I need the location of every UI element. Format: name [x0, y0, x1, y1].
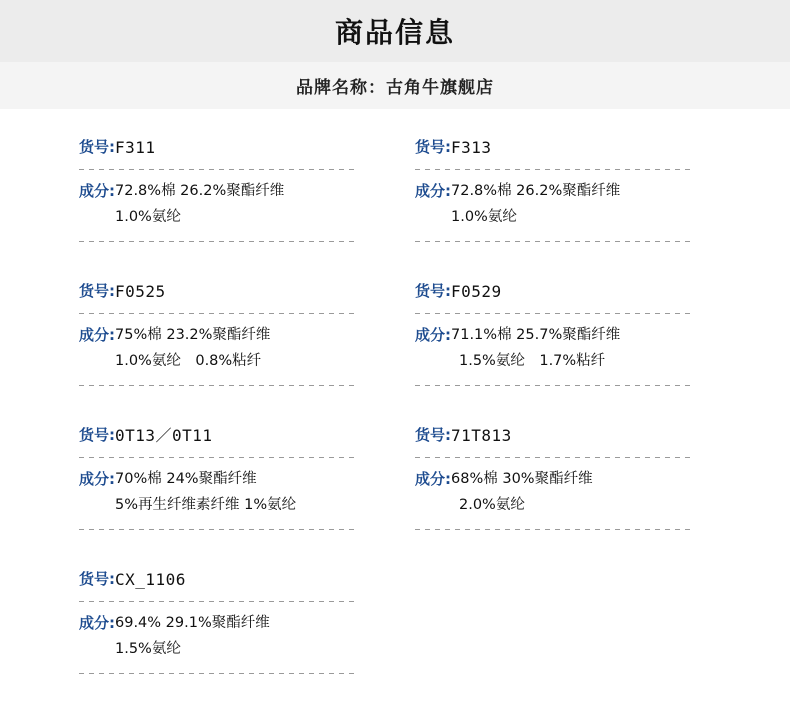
- code-label: 货号:: [415, 138, 451, 156]
- composition-label: 成分:: [79, 614, 115, 632]
- dashed-divider: [79, 169, 357, 170]
- brand-name-bar: [0, 62, 790, 109]
- composition-row: [415, 179, 711, 204]
- composition-value-line1: 69.4% 29.1%聚酯纤维: [115, 615, 270, 631]
- product-entry: [415, 423, 711, 539]
- composition-label: 成分:: [79, 182, 115, 200]
- composition-value-line1: 72.8%棉 26.2%聚酯纤维: [115, 183, 285, 199]
- dashed-divider: [415, 457, 693, 458]
- composition-block: [79, 179, 375, 232]
- brand-name-text: 品牌名称：古角牛旗舰店: [296, 78, 494, 98]
- composition-row: [79, 611, 375, 636]
- code-row: [79, 567, 375, 592]
- composition-block: [79, 467, 375, 520]
- dashed-divider: [79, 241, 357, 242]
- dashed-divider: [415, 313, 693, 314]
- dashed-divider: [79, 457, 357, 458]
- composition-label: 成分:: [415, 470, 451, 488]
- composition-label: 成分:: [415, 182, 451, 200]
- product-entry: [79, 423, 375, 539]
- code-value: 71T813: [451, 426, 512, 445]
- composition-value-line1: 68%棉 30%聚酯纤维: [451, 471, 593, 487]
- composition-row: [415, 323, 711, 348]
- code-row: [79, 279, 375, 304]
- dashed-divider: [415, 169, 693, 170]
- code-value: F311: [115, 138, 156, 157]
- composition-row: [79, 323, 375, 348]
- code-value: F313: [451, 138, 492, 157]
- code-label: 货号:: [79, 138, 115, 156]
- composition-block: [415, 323, 711, 376]
- entries-content: [0, 109, 790, 711]
- code-label: 货号:: [415, 426, 451, 444]
- dashed-divider: [79, 529, 357, 530]
- composition-value-line2: 1.0%氨纶 0.8%粘纤: [115, 353, 262, 369]
- composition-row: [79, 467, 375, 492]
- code-label: 货号:: [79, 570, 115, 588]
- composition-value-line2: 1.0%氨纶: [115, 209, 181, 225]
- composition-block: [415, 179, 711, 232]
- composition-value-line1: 75%棉 23.2%聚酯纤维: [115, 327, 271, 343]
- composition-value-line1: 70%棉 24%聚酯纤维: [115, 471, 257, 487]
- page-title-bar: [0, 0, 790, 62]
- dashed-divider: [79, 673, 357, 674]
- product-entry: [79, 567, 375, 683]
- composition-row: [415, 467, 711, 492]
- composition-value-line2: 1.5%氨纶: [115, 641, 181, 657]
- code-row: [415, 423, 711, 448]
- composition-value-line2: 1.0%氨纶: [451, 209, 517, 225]
- composition-block: [79, 611, 375, 664]
- composition-value-line2: 1.5%氨纶 1.7%粘纤: [459, 353, 606, 369]
- composition-block: [415, 467, 711, 520]
- dashed-divider: [415, 529, 693, 530]
- product-entry: [415, 279, 711, 395]
- entries-grid: [0, 135, 790, 711]
- composition-label: 成分:: [79, 470, 115, 488]
- code-value: CX_1106: [115, 570, 186, 589]
- product-entry: [415, 135, 711, 251]
- product-entry: [79, 135, 375, 251]
- composition-label: 成分:: [79, 326, 115, 344]
- dashed-divider: [79, 313, 357, 314]
- code-value: F0525: [115, 282, 166, 301]
- composition-value-line2: 5%再生纤维素纤维 1%氨纶: [115, 497, 297, 513]
- dashed-divider: [79, 385, 357, 386]
- page-title: 商品信息: [334, 16, 455, 49]
- code-label: 货号:: [79, 282, 115, 300]
- dashed-divider: [415, 241, 693, 242]
- composition-value-line1: 72.8%棉 26.2%聚酯纤维: [451, 183, 621, 199]
- composition-block: [79, 323, 375, 376]
- composition-value-line1: 71.1%棉 25.7%聚酯纤维: [451, 327, 621, 343]
- code-value: 0T13／0T11: [115, 426, 213, 445]
- dashed-divider: [79, 601, 357, 602]
- code-row: [415, 135, 711, 160]
- code-value: F0529: [451, 282, 502, 301]
- dashed-divider: [415, 385, 693, 386]
- code-row: [415, 279, 711, 304]
- code-row: [79, 135, 375, 160]
- composition-value-line2: 2.0%氨纶: [459, 497, 525, 513]
- composition-row: [79, 179, 375, 204]
- code-label: 货号:: [79, 426, 115, 444]
- composition-label: 成分:: [415, 326, 451, 344]
- product-entry: [79, 279, 375, 395]
- code-label: 货号:: [415, 282, 451, 300]
- code-row: [79, 423, 375, 448]
